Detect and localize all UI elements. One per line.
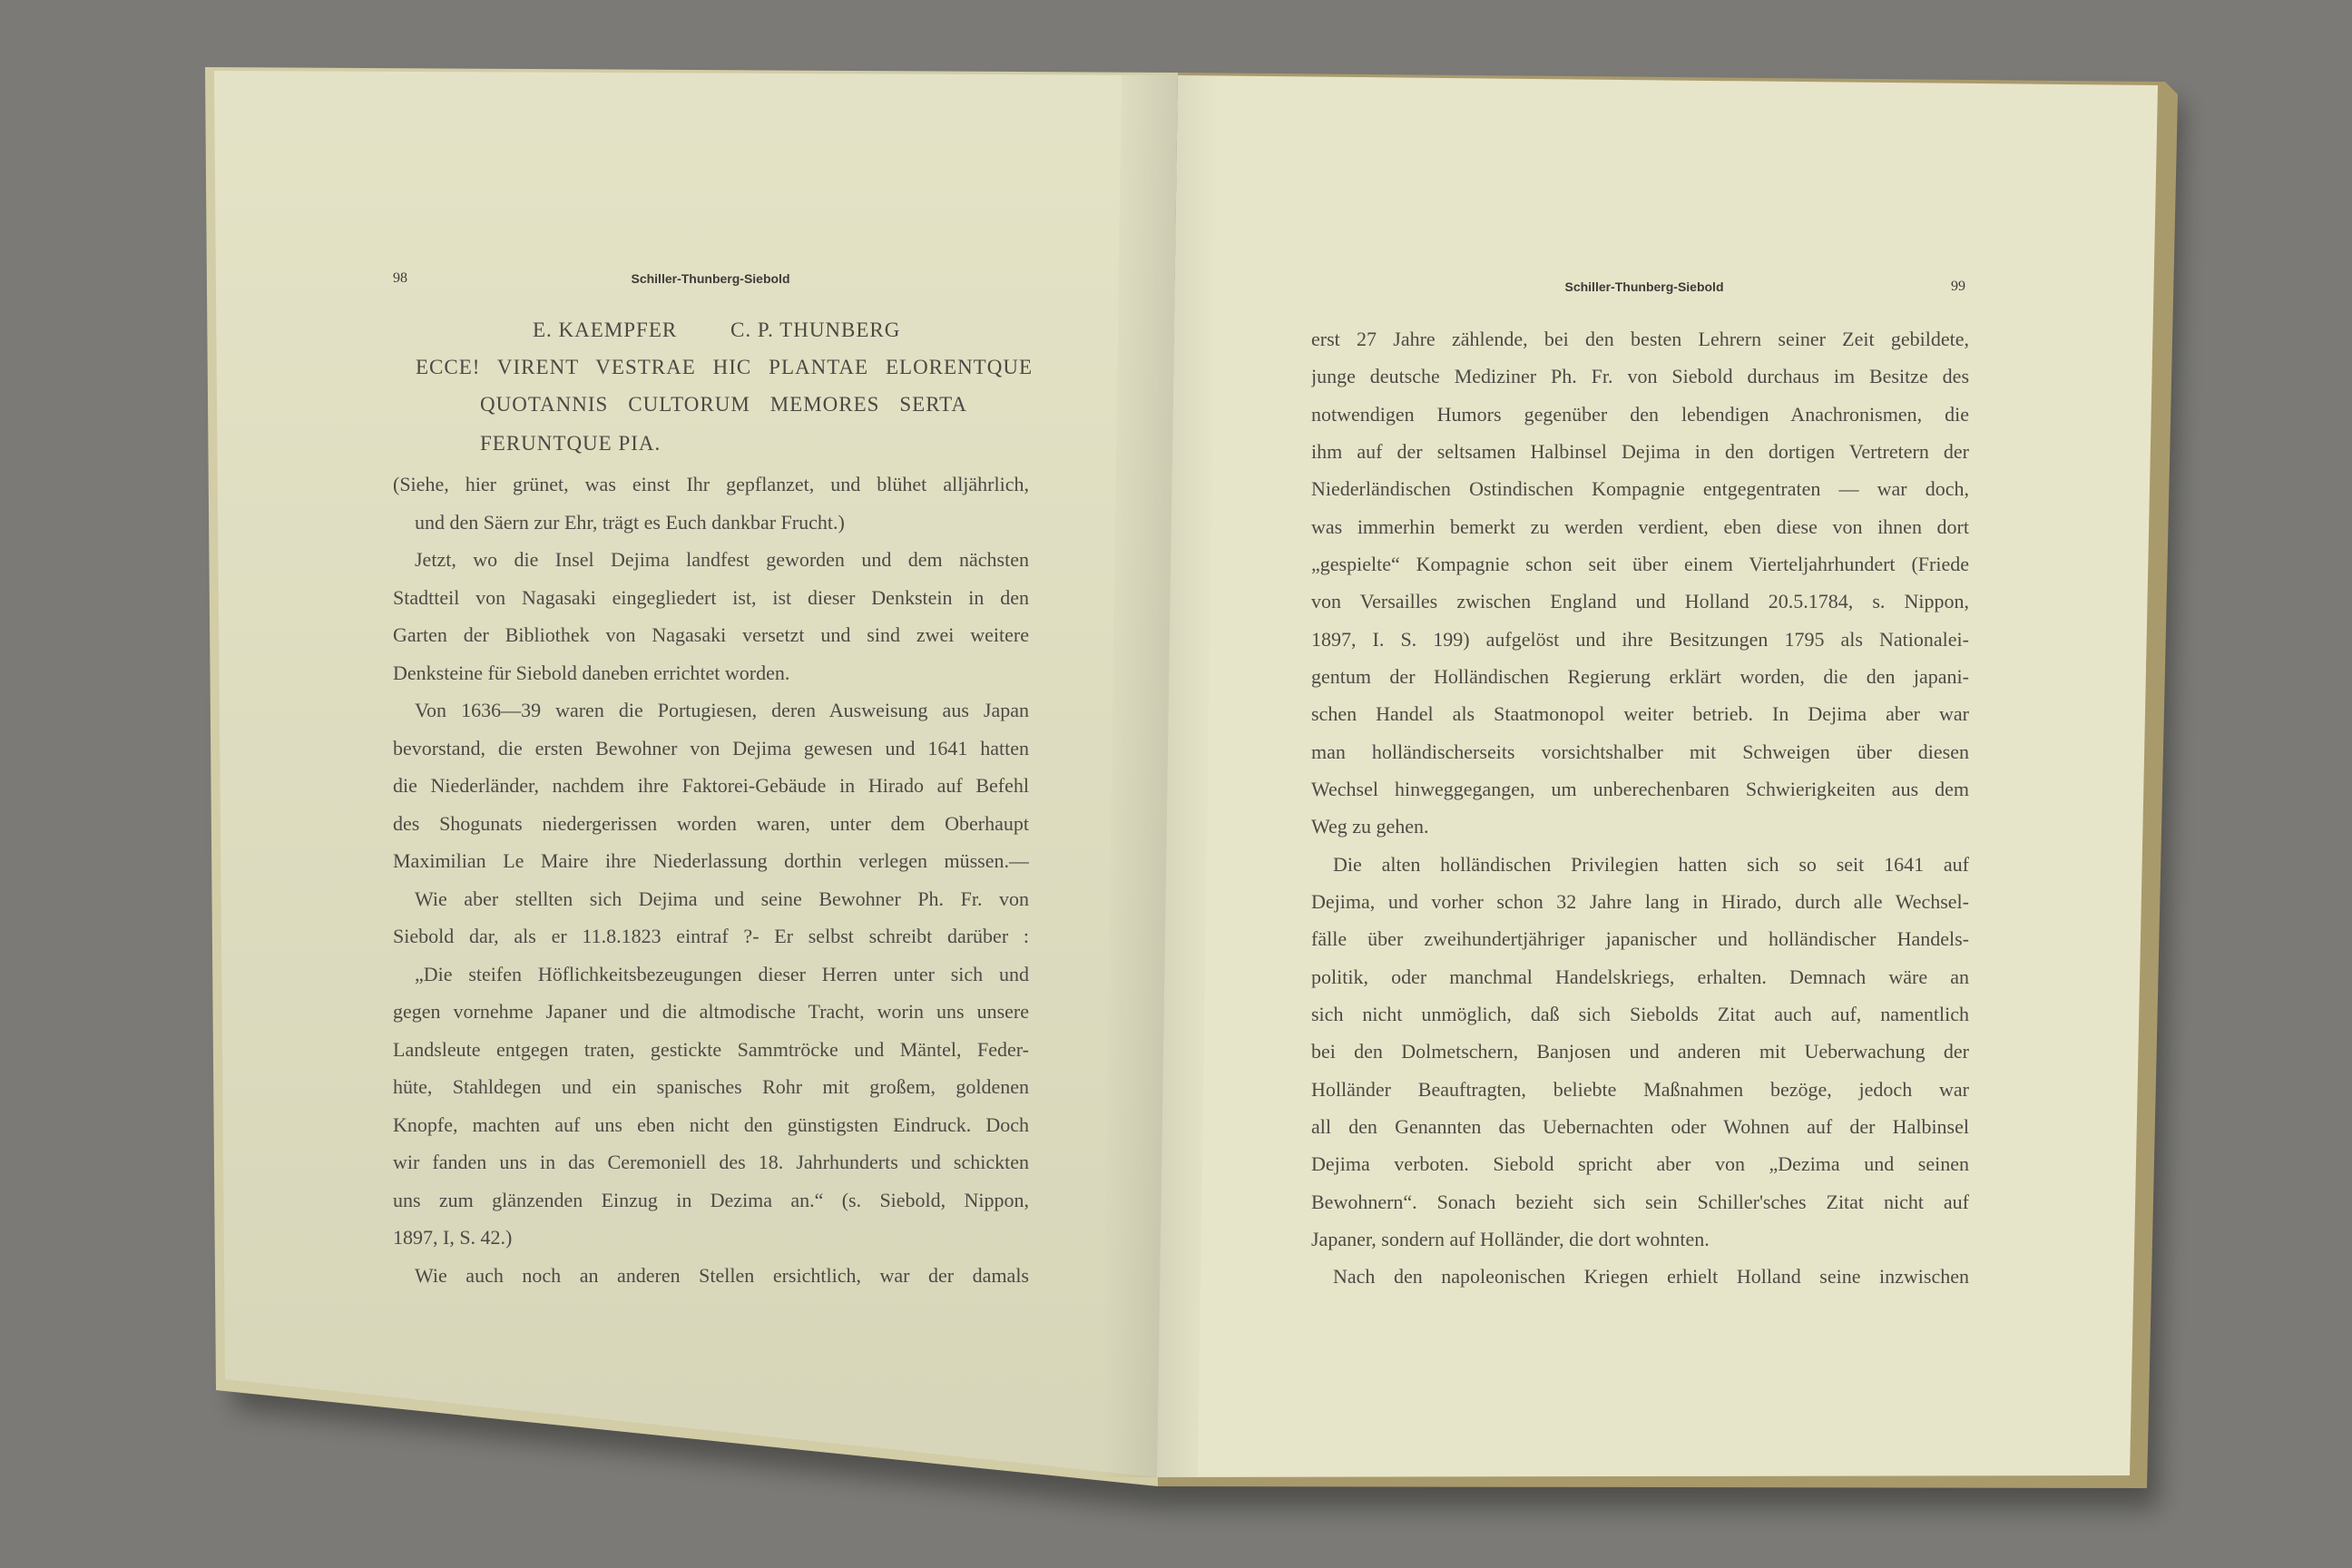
page-number: 99 — [1951, 279, 1965, 294]
inscription-name-kaempfer: E. KAEMPFER — [533, 318, 678, 341]
text-line: von Versailles zwischen England und Holland 20.5.1784, s. Nippon, — [1311, 590, 1969, 613]
text-line: Holländer Beauftragten, beliebte Maßnahmen bezöge, jedoch war — [1311, 1077, 1969, 1101]
text-line: Wechsel hinweggegangen, um unberechenbaren Schwierigkeiten aus dem — [1311, 777, 1969, 800]
text-line: fälle über zweihundertjähriger japanischer und holländischer Handels- — [1311, 927, 1969, 951]
text-line: Siebold dar, als er 11.8.1823 eintraf ?- Er selbst schreibt darüber : — [393, 925, 1029, 947]
right-page-text — [1311, 320, 1969, 1296]
text-line: was immerhin bemerkt zu werden verdient, eben diese von ihnen dort — [1311, 514, 1969, 538]
text-line: Wie auch noch an anderen Stellen ersichtlich, war der damals — [415, 1263, 1029, 1287]
text-line: junge deutsche Mediziner Ph. Fr. von Siebold durchaus im Besitze des — [1311, 365, 1969, 388]
text-line: bevorstand, die ersten Bewohner von Dejima gewesen und 1641 hatten — [393, 736, 1029, 760]
text-line: schen Handel als Staatmonopol weiter betrieb. In Dejima aber war — [1311, 702, 1969, 726]
running-head: Schiller-Thunberg-Siebold — [1564, 279, 1724, 294]
text-line: 1897, I. S. 199) aufgelöst und ihre Besitzungen 1795 als Nationalei- — [1311, 627, 1969, 651]
text-line: bei den Dolmetschern, Banjosen und anderen mit Ueberwachung der — [1311, 1040, 1969, 1063]
text-line: all den Genannten das Uebernachten oder Wohnen auf der Halbinsel — [1311, 1114, 1969, 1138]
text-line: Dejima verboten. Siebold spricht aber von „Dezima und seinen — [1311, 1152, 1969, 1176]
text-line: Dejima, und vorher schon 32 Jahre lang in Hirado, durch alle Wechsel- — [1311, 889, 1969, 913]
text-line: hüte, Stahldegen und ein spanisches Rohr mit großem, goldenen — [393, 1075, 1029, 1098]
text-line: ihm auf der seltsamen Halbinsel Dejima in den dortigen Vertretern der — [1311, 439, 1969, 463]
text-line: (Siehe, hier grünet, was einst Ihr gepflanzet, und blühet alljährlich, — [393, 473, 1029, 495]
text-line: politik, oder manchmal Handelskriegs, erhalten. Demnach wäre an — [1311, 965, 1969, 988]
text-line: Wie aber stellten sich Dejima und seine Bewohner Ph. Fr. von — [415, 887, 1029, 910]
text-line: man holländischerseits vorsichtshalber mit Schweigen über diesen — [1311, 740, 1969, 763]
text-line: uns zum glänzenden Einzug in Dezima an.“ (s. Siebold, Nippon, — [393, 1188, 1029, 1211]
text-line: Von 1636—39 waren die Portugiesen, deren Ausweisung aus Japan — [415, 699, 1029, 721]
text-line: Nach den napoleonischen Kriegen erhielt Holland seine inzwischen — [1333, 1265, 1969, 1289]
inscription-line: ECCE! VIRENT VESTRAE HIC PLANTAE ELORENTQUE — [416, 356, 1033, 378]
running-head: Schiller-Thunberg-Siebold — [631, 271, 790, 286]
text-line: Weg zu gehen. — [1311, 815, 1429, 838]
text-line: Maximilian Le Maire ihre Niederlassung dorthin verlegen müssen.— — [393, 849, 1029, 872]
text-line: die Niederländer, nachdem ihre Faktorei-Gebäude in Hirado auf Befehl — [393, 774, 1029, 797]
text-line: Garten der Bibliothek von Nagasaki versetzt und sind zwei weitere — [393, 623, 1029, 646]
text-line: Landsleute entgegen traten, gestickte Sammtröcke und Mäntel, Feder- — [393, 1037, 1029, 1061]
text-line: erst 27 Jahre zählende, bei den besten Lehrern seiner Zeit gebildete, — [1311, 328, 1969, 350]
text-line: sich nicht unmöglich, daß sich Siebolds Zitat auch auf, namentlich — [1311, 1002, 1969, 1025]
inscription-name-thunberg: C. P. THUNBERG — [730, 318, 901, 341]
text-line: Stadtteil von Nagasaki eingegliedert ist, ist dieser Denkstein in den — [393, 585, 1029, 609]
text-line: Denksteine für Siebold daneben errichtet worden. — [393, 661, 790, 684]
text-line: Knopfe, machten auf uns eben nicht den günstigsten Eindruck. Doch — [393, 1112, 1029, 1136]
text-line: gegen vornehme Japaner und die altmodische Tracht, worin uns unsere — [393, 1000, 1029, 1023]
text-line: Japaner, sondern auf Holländer, die dort wohnten. — [1311, 1227, 1710, 1250]
text-line: Jetzt, wo die Insel Dejima landfest geworden und dem nächsten — [415, 548, 1029, 571]
inscription-line: FERUNTQUE PIA. — [480, 432, 662, 455]
text-line: Bewohnern“. Sonach bezieht sich sein Schiller'sches Zitat nicht auf — [1311, 1190, 1969, 1213]
text-line: wir fanden uns in das Ceremoniell des 18. Jahrhunderts und schickten — [393, 1151, 1029, 1173]
left-page-text — [393, 466, 1029, 1294]
page-number: 98 — [393, 270, 407, 286]
text-line: „gespielte“ Kompagnie schon seit über einem Vierteljahrhundert (Friede — [1311, 552, 1969, 575]
text-line: notwendigen Humors gegenüber den lebendigen Anachronismen, die — [1311, 402, 1969, 426]
text-line: gentum der Holländischen Regierung erklärt worden, die den japani- — [1311, 664, 1969, 688]
text-line: 1897, I, S. 42.) — [393, 1226, 513, 1249]
text-line: des Shogunats niedergerissen worden waren, unter dem Oberhaupt — [393, 811, 1029, 835]
text-line: „Die steifen Höflichkeitsbezeugungen dieser Herren unter sich und — [415, 962, 1029, 985]
text-line: Niederländischen Ostindischen Kompagnie entgegentraten — war doch, — [1311, 477, 1969, 501]
inscription-line: QUOTANNIS CULTORUM MEMORES SERTA — [480, 393, 967, 416]
text-line: Die alten holländischen Privilegien hatten sich so seit 1641 auf — [1333, 852, 1969, 876]
text-line: und den Säern zur Ehr, trägt es Euch dankbar Frucht.) — [415, 510, 845, 534]
